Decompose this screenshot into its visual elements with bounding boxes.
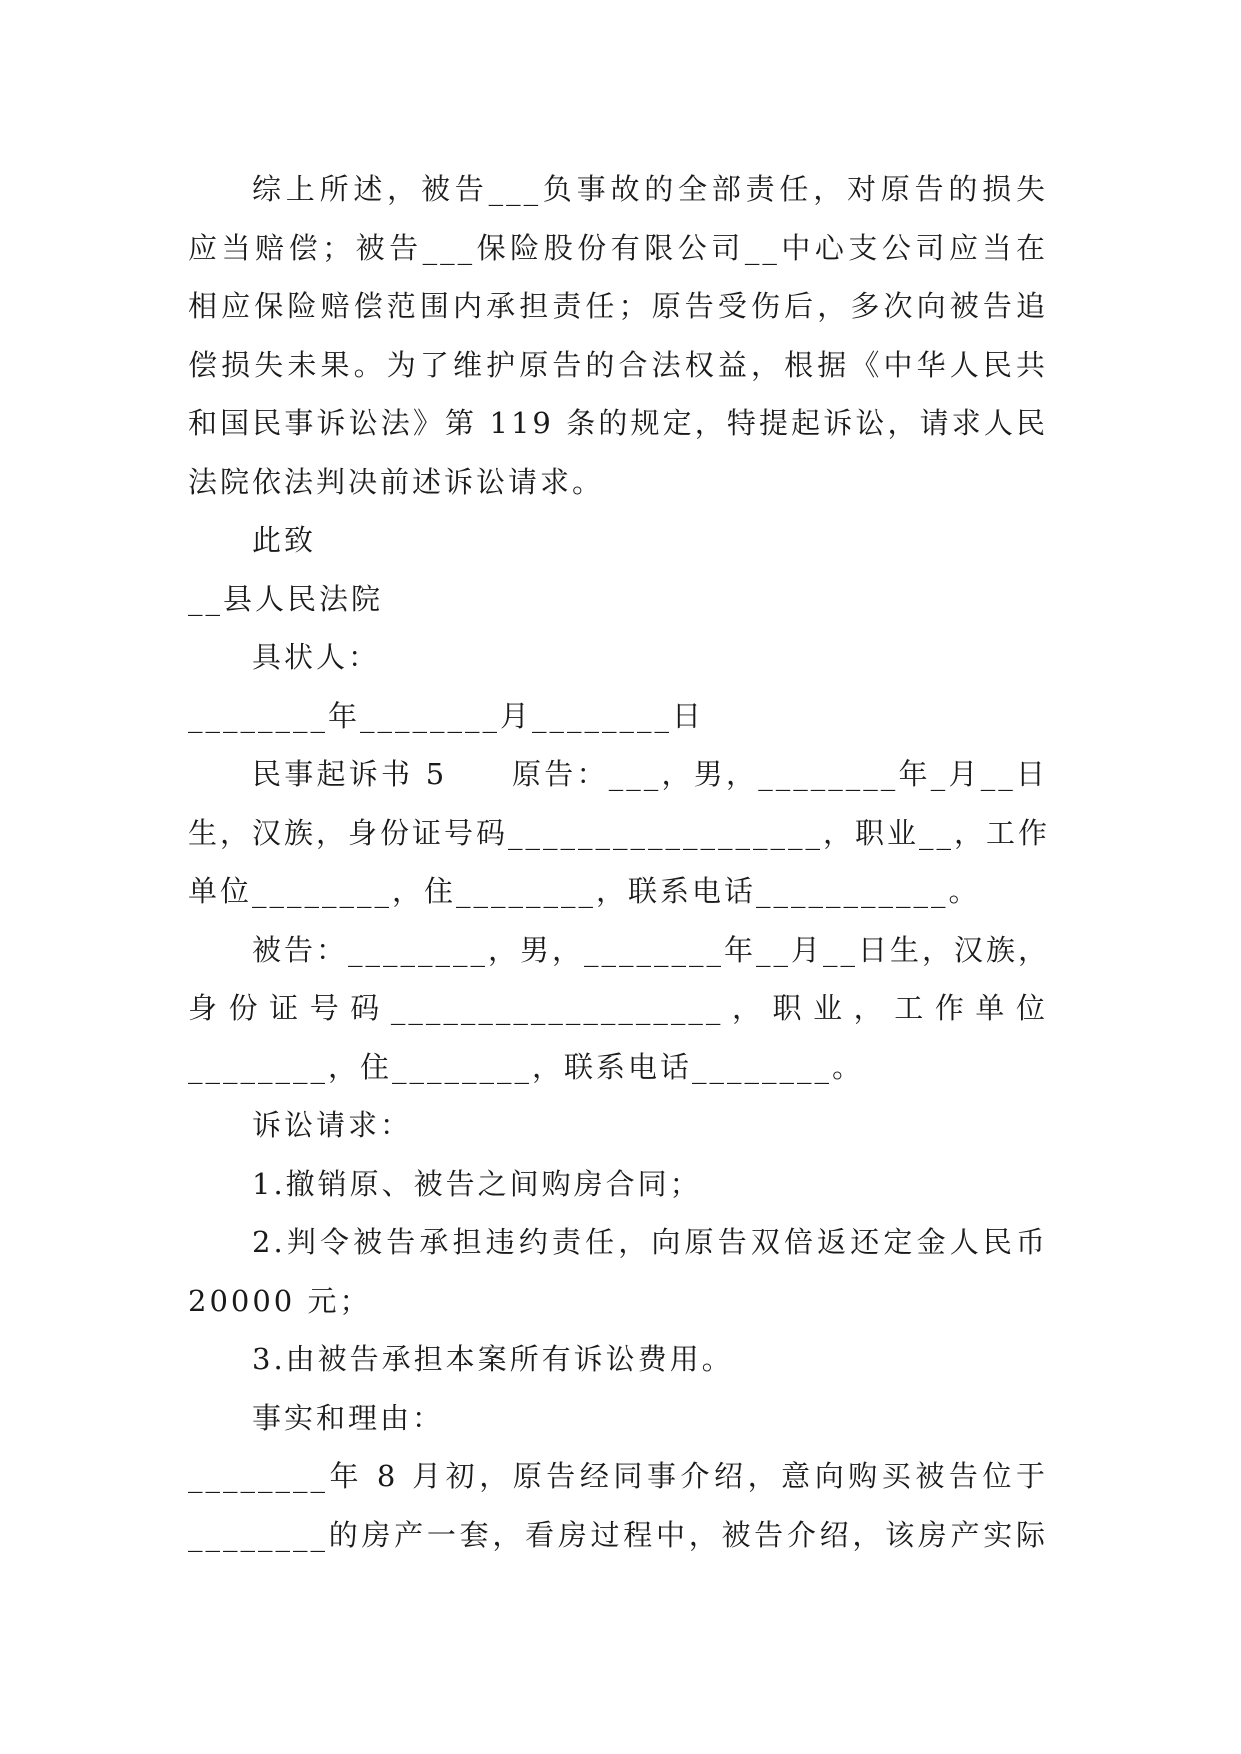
claim-item-continuation: 20000 元； — [188, 1283, 372, 1318]
paragraph-line: 身份证号码___________________，职业，工作单位 — [188, 991, 1048, 1025]
paragraph-line: 和国民事诉讼法》第 119 条的规定，特提起诉讼，请求人民 — [188, 406, 1048, 440]
claims-heading: 诉讼请求： — [252, 1108, 413, 1142]
paragraph-line: 被告：________，男，________年__月__日生，汉族， — [252, 932, 1051, 967]
paragraph-line: ________的房产一套，看房过程中，被告介绍，该房产实际 — [188, 1517, 1048, 1552]
court-name: __县人民法院 — [188, 581, 384, 616]
paragraph-line: 综上所述，被告___负事故的全部责任，对原告的损失 — [252, 172, 1048, 206]
claim-item: 1.撤销原、被告之间购房合同； — [252, 1166, 702, 1201]
date-line: ________年________月________日 — [188, 698, 705, 733]
paragraph-line: ________年 8 月初，原告经同事介绍，意向购买被告位于 — [188, 1459, 1048, 1493]
paragraph-line: 应当赔偿；被告___保险股份有限公司__中心支公司应当在 — [188, 230, 1048, 265]
document-page — [188, 160, 1051, 1564]
paragraph-line: ________，住________，联系电话________。 — [188, 1049, 865, 1084]
claim-item: 2.判令被告承担违约责任，向原告双倍返还定金人民币 — [252, 1225, 1048, 1259]
facts-heading: 事实和理由： — [252, 1400, 445, 1435]
petitioner-label: 具状人： — [252, 640, 381, 674]
paragraph-line: 相应保险赔偿范围内承担责任；原告受伤后，多次向被告追 — [188, 289, 1048, 323]
section-heading: 民事起诉书 5 原告：___，男，________年_月__日 — [252, 757, 1048, 791]
paragraph-line: 生，汉族，身份证号码__________________，职业__，工作 — [188, 815, 1051, 850]
salutation: 此致 — [252, 523, 317, 557]
paragraph-line: 偿损失未果。为了维护原告的合法权益，根据《中华人民共 — [188, 347, 1048, 382]
paragraph-line: 法院依法判决前述诉讼请求。 — [188, 464, 605, 499]
claim-item: 3.由被告承担本案所有诉讼费用。 — [252, 1342, 734, 1376]
paragraph-line: 单位________，住________，联系电话___________。 — [188, 874, 981, 908]
